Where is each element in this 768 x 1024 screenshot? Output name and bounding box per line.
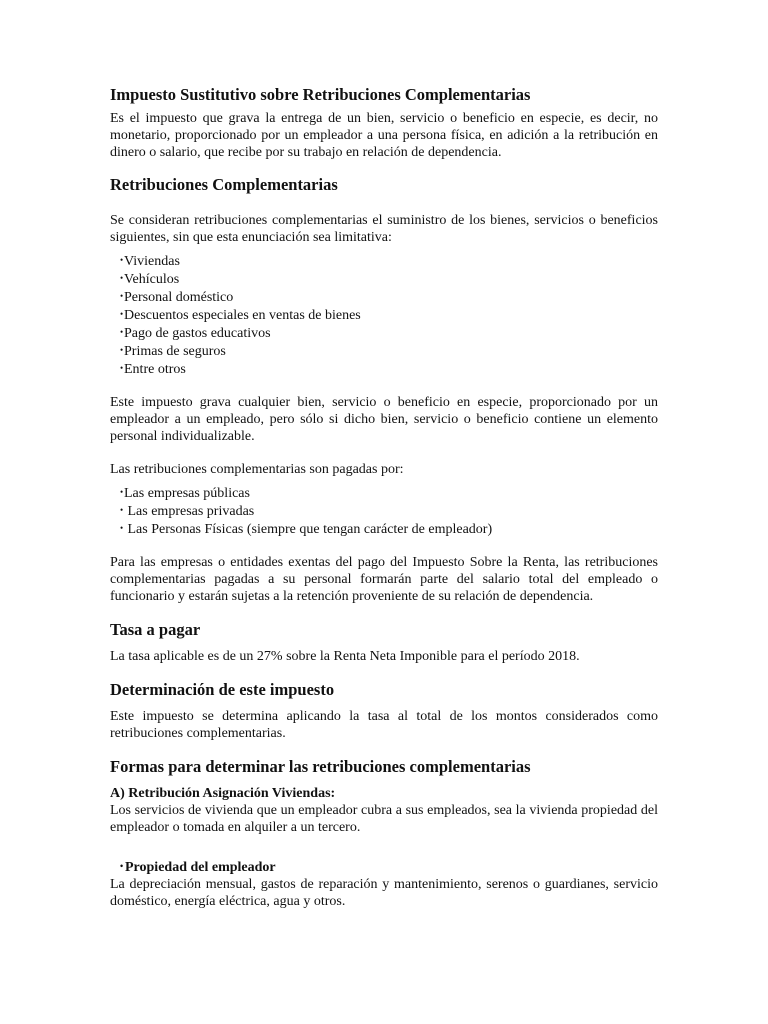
list-item: •Vehículos [120,272,180,287]
heading-determinacion: Determinación de este impuesto [110,680,335,699]
bullet-icon: • [120,345,124,355]
bullet-icon: • [120,861,124,871]
list-item: • Las Personas Físicas (siempre que tengan carácter de empleador) [120,522,493,537]
bullet-icon: • [120,505,124,515]
subheading-asignacion-viviendas: A) Retribución Asignación Viviendas: [110,786,336,801]
paragraph-definition: Es el impuesto que grava la entrega de un bien, servicio o beneficio en especie, es decir, no monetario, proporcionado por un empleador a una persona física, en adición a la retribución en dinero o salario, que recibe por su trabajo en relación de dependencia. [110,111,658,160]
list-item: •Entre otros [120,362,186,377]
heading-retribuciones-complementarias: Retribuciones Complementarias [110,175,338,194]
heading-tasa-a-pagar: Tasa a pagar [110,620,201,639]
paragraph-housing: Los servicios de vivienda que un empleador cubra a sus empleados, sea la vivienda propiedad del empleador o tomada en alquiler a un tercero. [110,803,658,835]
heading-formas: Formas para determinar las retribuciones complementarias [110,757,531,776]
bullet-icon: • [120,523,124,533]
benefits-list [110,252,658,378]
paragraph-employer-property: La depreciación mensual, gastos de reparación y mantenimiento, serenos o guardianes, servicio doméstico, energía eléctrica, agua y otros. [110,877,658,909]
bullet-icon: • [120,255,124,265]
bullet-icon: • [120,363,124,373]
bullet-icon: • [120,291,124,301]
bullet-icon: • [120,327,124,337]
subheading-propiedad-empleador: • Propiedad del empleador [120,860,276,875]
list-item: •Pago de gastos educativos [120,326,271,341]
list-item: •Descuentos especiales en ventas de bienes [120,308,361,323]
heading-impuesto-sustitutivo: Impuesto Sustitutivo sobre Retribuciones Complementarias [110,85,531,104]
paid-by-list [110,484,658,538]
paragraph-determination: Este impuesto se determina aplicando la tasa al total de los montos considerados como retribuciones complementarias. [110,709,658,741]
paragraph-tax-scope: Este impuesto grava cualquier bien, servicio o beneficio en especie, proporcionado por un empleador a un empleado, pero sólo si dicho bien, servicio o beneficio contiene un elemento personal individualizable. [110,395,658,444]
paragraph-paid-by-intro: Las retribuciones complementarias son pagadas por: [110,462,404,477]
list-item: •Viviendas [120,254,180,269]
list-item: •Personal doméstico [120,290,234,305]
paragraph-exempt-companies: Para las empresas o entidades exentas del pago del Impuesto Sobre la Renta, las retribuciones complementarias pagadas a su personal formarán parte del salario total del empleado o funcionario y estarán sujetas a la retención proveniente de su relación de dependencia. [110,555,658,604]
paragraph-intro-list: Se consideran retribuciones complementarias el suministro de los bienes, servicios o beneficios siguientes, sin que esta enunciación sea limitativa: [110,213,658,245]
list-item: • Las empresas privadas [120,504,255,519]
bullet-icon: • [120,273,124,283]
bullet-icon: • [120,487,124,497]
paragraph-tax-rate: La tasa aplicable es de un 27% sobre la Renta Neta Imponible para el período 2018. [110,649,580,664]
list-item: •Las empresas públicas [120,486,250,501]
bullet-icon: • [120,309,124,319]
list-item: •Primas de seguros [120,344,226,359]
